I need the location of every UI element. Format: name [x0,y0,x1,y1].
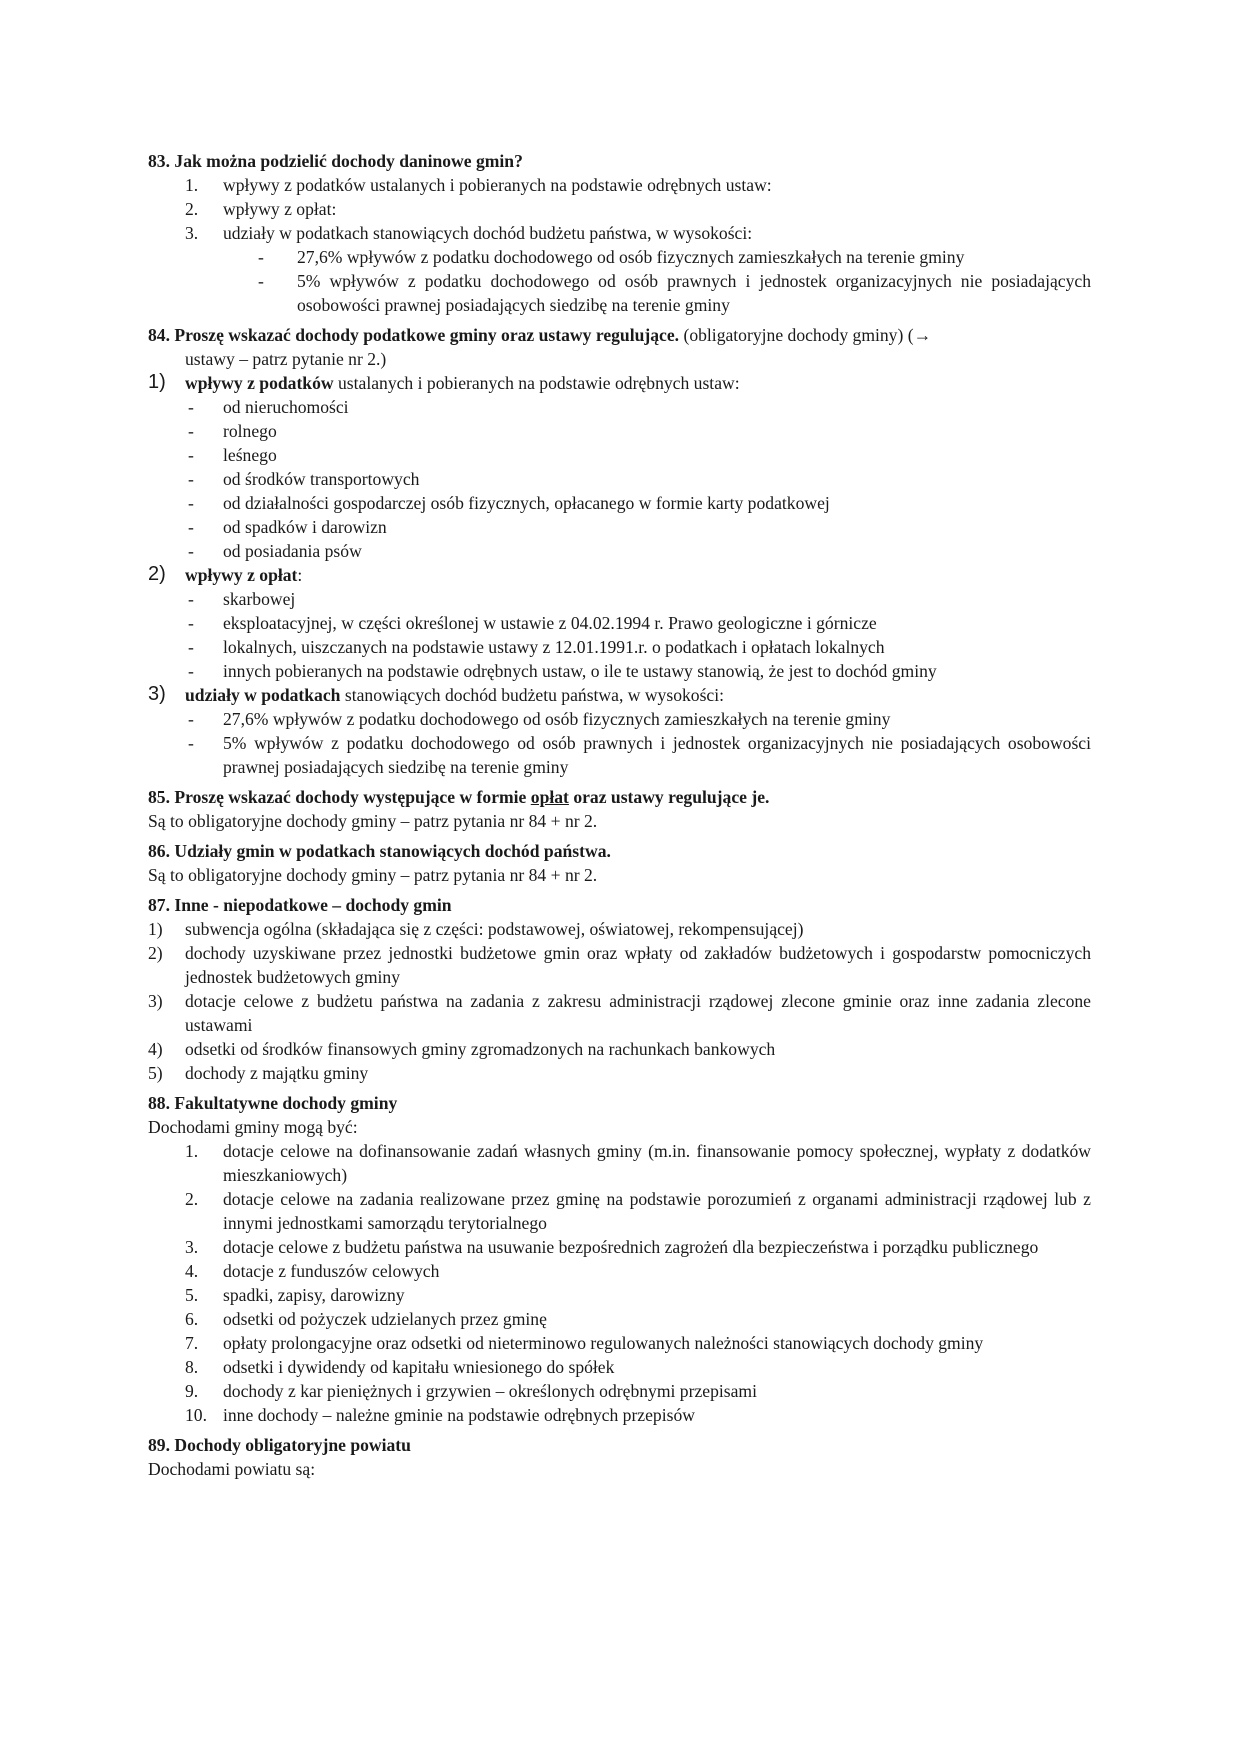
section-84-group-2-list [148,587,1091,683]
section-89-intro: Dochodami powiatu są: [148,1459,316,1479]
list-item: 8. odsetki i dywidendy od kapitału wniesionego do spółek [185,1357,615,1377]
section-84-group-2: 2) wpływy z opłat: [148,563,303,585]
list-item: - od posiadania psów [188,541,362,561]
list-item: - leśnego [188,445,277,465]
list-item: 6. odsetki od pożyczek udzielanych przez gminę [185,1309,547,1329]
list-item: 9. dochody z kar pieniężnych i grzywien – określonych odrębnymi przepisami [185,1381,757,1401]
list-item: 10. inne dochody – należne gminie na podstawie odrębnych przepisów [185,1405,695,1425]
list-item: - skarbowej [188,589,296,609]
document-content [148,149,1091,1481]
list-item: - 5% wpływów z podatku dochodowego od osób prawnych i jednostek organizacyjnych nie posiadających osobowości prawnej posiadających siedzibę na terenie gminy [188,733,1091,777]
section-86-body: Są to obligatoryjne dochody gminy – patrz pytania nr 84 + nr 2. [148,865,598,885]
list-item: 4) odsetki od środków finansowych gminy zgromadzonych na rachunkach bankowych [148,1039,776,1059]
list-item: 2) dochody uzyskiwane przez jednostki budżetowe gmin oraz wpłaty od zakładów budżetowych i gospodarstw pomocniczych jednostek budżetowych gminy [148,943,1091,987]
list-item: 1. wpływy z podatków ustalanych i pobieranych na podstawie odrębnych ustaw: [185,175,772,195]
list-item: - eksploatacyjnej, w części określonej w ustawie z 04.02.1994 r. Prawo geologiczne i górnicze [188,613,877,633]
section-87-list [148,917,1091,1085]
list-item: - lokalnych, uiszczanych na podstawie ustawy z 12.01.1991.r. o podatkach i opłatach lokalnych [188,637,885,657]
section-87 [148,893,1091,1085]
section-84-group-1: 1) wpływy z podatków ustalanych i pobieranych na podstawie odrębnych ustaw: [148,371,740,393]
section-88-intro: Dochodami gminy mogą być: [148,1117,358,1137]
section-83-list [148,173,1091,245]
section-88-title: 88. Fakultatywne dochody gminy [148,1093,398,1113]
section-84-group-1-list [148,395,1091,563]
section-85-title: 85. Proszę wskazać dochody występujące w formie opłat oraz ustawy regulujące je. [148,787,770,807]
section-84-title-cont: ustawy – patrz pytanie nr 2.) [185,349,387,369]
section-84-group-3: 3) udziały w podatkach stanowiących dochód budżetu państwa, w wysokości: [148,683,725,705]
section-85 [148,785,1091,833]
section-86 [148,839,1091,887]
list-item: 4. dotacje z funduszów celowych [185,1261,440,1281]
section-88-list [148,1139,1091,1427]
section-83-sublist [148,245,1091,317]
list-item: 2. dotacje celowe na zadania realizowane przez gminę na podstawie porozumień z organami administracji rządowej lub z innymi jednostkami samorządu terytorialnego [185,1189,1091,1233]
list-item: - 27,6% wpływów z podatku dochodowego od osób fizycznych zamieszkałych na terenie gminy [258,247,965,267]
list-item: - od działalności gospodarczej osób fizycznych, opłacanego w formie karty podatkowej [188,493,830,513]
list-item: 2. wpływy z opłat: [185,199,337,219]
list-item: - od spadków i darowizn [188,517,387,537]
list-item: 1) subwencja ogólna (składająca się z części: podstawowej, oświatowej, rekompensującej) [148,919,804,939]
section-87-title: 87. Inne - niepodatkowe – dochody gmin [148,895,452,915]
list-item: - rolnego [188,421,277,441]
list-item: 5) dochody z majątku gminy [148,1063,369,1083]
list-item: - 27,6% wpływów z podatku dochodowego od osób fizycznych zamieszkałych na terenie gminy [188,709,891,729]
list-item: 5. spadki, zapisy, darowizny [185,1285,405,1305]
list-item: - 5% wpływów z podatku dochodowego od osób prawnych i jednostek organizacyjnych nie posiadających osobowości prawnej posiadających siedzibę na terenie gminy [258,271,1091,315]
section-85-body: Są to obligatoryjne dochody gminy – patrz pytania nr 84 + nr 2. [148,811,598,831]
list-item: 3) dotacje celowe z budżetu państwa na zadania z zakresu administracji rządowej zlecone gminie oraz inne zadania zlecone ustawami [148,991,1091,1035]
section-86-title: 86. Udziały gmin w podatkach stanowiących dochód państwa. [148,841,611,861]
list-item: 3. udziały w podatkach stanowiących dochód budżetu państwa, w wysokości: [185,223,753,243]
list-item: - innych pobieranych na podstawie odrębnych ustaw, o ile te ustawy stanowią, że jest to dochód gminy [188,661,937,681]
section-84 [148,323,1091,779]
list-item: 7. opłaty prolongacyjne oraz odsetki od nieterminowo regulowanych należności stanowiących dochody gminy [185,1333,984,1353]
section-83-title: 83. Jak można podzielić dochody daninowe gmin? [148,151,523,171]
section-88 [148,1091,1091,1427]
section-83 [148,149,1091,317]
list-item: 1. dotacje celowe na dofinansowanie zadań własnych gminy (m.in. finansowanie pomocy społecznej, wypłaty z dodatków mieszkaniowych) [185,1141,1091,1185]
list-item: - od nieruchomości [188,397,349,417]
list-item: - od środków transportowych [188,469,420,489]
list-item: 3. dotacje celowe z budżetu państwa na usuwanie bezpośrednich zagrożeń dla bezpieczeństwa i porządku publicznego [185,1237,1039,1257]
section-89 [148,1433,1091,1481]
section-84-group-3-list [148,707,1091,779]
section-84-title: 84. Proszę wskazać dochody podatkowe gminy oraz ustawy regulujące. (obligatoryjne dochody gminy) (→ [148,325,932,345]
section-89-title: 89. Dochody obligatoryjne powiatu [148,1435,411,1455]
